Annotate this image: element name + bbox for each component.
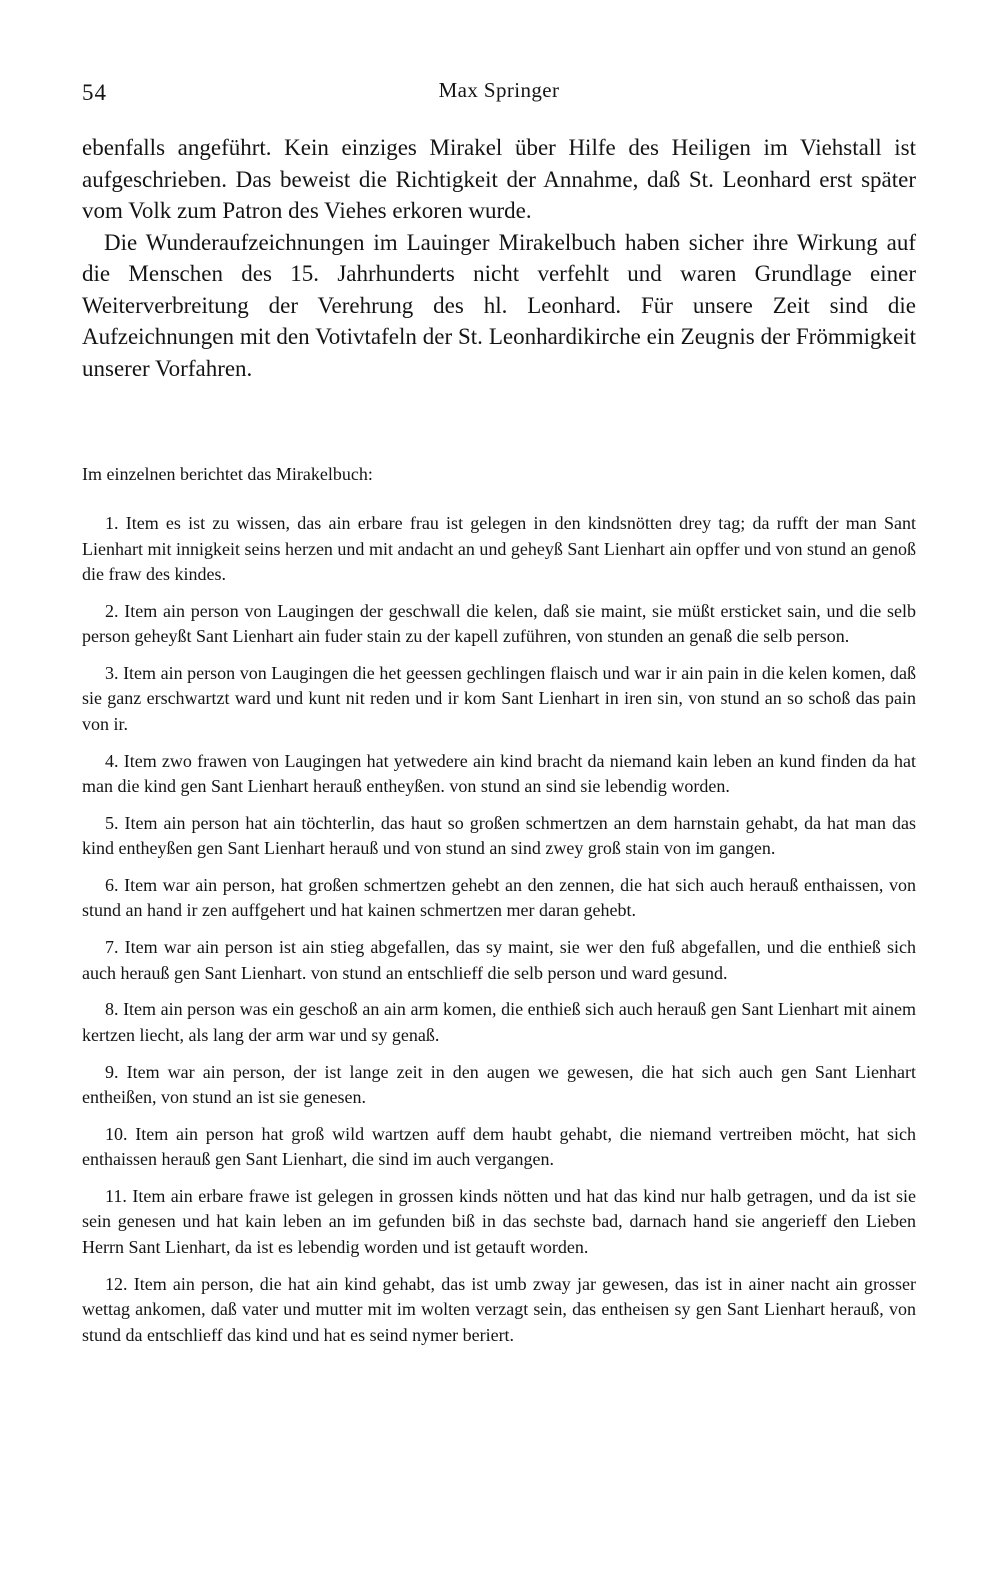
book-page [82, 78, 916, 1518]
miracle-entry [82, 1060, 916, 1111]
miracle-text: Item ain person, die hat ain kind gehabt, das ist umb zway jar gewesen, das ist in ainer nacht ain grosser wettag ankomen, daß vater und mutter mit im wolten verzagt sein, das entheisen sy gen Sant Lienhart herauß, von stund da entschlieff das kind und hat es seind nymer beriert. [82, 1273, 916, 1345]
page-number: 54 [82, 80, 107, 105]
running-head: Max Springer [438, 78, 560, 102]
miracle-entry [82, 599, 916, 650]
miracle-entry [82, 935, 916, 986]
miracle-text: Item war ain person ist ain stieg abgefallen, das sy maint, sie wer den fuß abgefallen, und die enthieß sich auch herauß gen Sant Lienhart. von stund an entschlieff die selb person und ward gesund. [82, 937, 917, 983]
miracle-number: 10. [105, 1123, 128, 1144]
miracle-number: 4. [105, 750, 119, 771]
intro-text [82, 132, 916, 384]
miracle-entry [82, 661, 916, 738]
miracle-number: 1. [105, 513, 119, 533]
miracle-text: Item war ain person, hat großen schmertzen gehebt an den zennen, die hat sich auch herauß enthaissen, von stund an hand ir zen auffgehert und hat kainen schmertzen mer daran gehebt. [82, 874, 916, 921]
miracle-entry [82, 873, 916, 924]
miracle-entry [82, 997, 916, 1048]
miracle-text: Item ain person von Laugingen der geschwall die kelen, daß sie maint, sie müßt ersticket sain, und die selb person geheyßt Sant Lienhart ain fuder stain zu der kapell zuführen, von stunden an genaß die selb person. [82, 600, 916, 647]
miracle-entry [82, 811, 916, 862]
miracle-number: 9. [105, 1061, 119, 1082]
miracle-text: Item ain person hat groß wild wartzen auff dem haubt gehabt, die niemand vertreiben möcht, hat sich enthaissen herauß gen Sant Lienhart, die sind im auch vergangen. [82, 1123, 917, 1170]
miracle-text: Item zwo frawen von Laugingen hat yetwedere ain kind bracht da niemand kain leben an kund finden da hat man die kind gen Sant Lienhart herauß entheyßen. von stund an sind sie lebendig worden. [82, 750, 916, 797]
miracle-text: Item ain person von Laugingen die het geessen gechlingen flaisch und war ir ain pain in die kelen komen, daß sie ganz erschwartzt ward und kunt nit reden und ir kom Sant Lienhart in iren sin, von stund an so schoß das pain von ir. [82, 662, 916, 734]
miracle-text: Item ain person hat ain töchterlin, das haut so großen schmertzen an dem harnstain gehabt, da hat man das kind entheyßen gen Sant Lienhart herauß und von stund an sind zwey groß stain von im gangen. [82, 812, 917, 859]
miracle-number: 5. [105, 812, 119, 833]
miracle-number: 8. [105, 999, 119, 1020]
miracle-number: 6. [105, 874, 119, 895]
miracle-number: 11. [105, 1185, 127, 1206]
miracle-text: Item ain erbare frawe ist gelegen in grossen kinds nötten und hat das kind nur halb getragen, und da ist sie sein genesen und hat kain leben an im gefunden biß in das sechste bad, darnach hand sie angerieff den Lieben Herrn Sant Lienhart, da ist es lebendig worden und ist getauft worden. [82, 1185, 917, 1257]
miracle-text: Item es ist zu wissen, das ain erbare frau ist gelegen in den kindsnötten drey tag; da rufft der man Sant Lienhart mit innigkeit seins herzen und mit andacht an und geheyß Sant Lienhart ain opffer und von stund an genoß die fraw des kindes. [82, 513, 917, 584]
miracle-entry [82, 1122, 916, 1173]
miracle-text: Item ain person was ein geschoß an ain arm komen, die enthieß sich auch herauß gen Sant Lienhart mit ainem kertzen liecht, als lang der arm war und sy genaß. [82, 999, 916, 1045]
miracle-list [82, 511, 916, 1348]
miracle-number: 12. [105, 1273, 128, 1294]
miracle-text: Item war ain person, der ist lange zeit in den augen we gewesen, die hat sich auch gen Sant Lienhart entheißen, von stund an ist sie genesen. [82, 1061, 916, 1107]
miracle-entry [82, 1184, 916, 1261]
miracle-entry [82, 511, 916, 588]
intro-paragraph: ebenfalls angeführt. Kein einziges Mirakel über Hilfe des Heiligen im Viehstall ist aufgeschrieben. Das beweist die Richtigkeit der Annahme, daß St. Leonhard erst später vom Volk zum Patron des Viehes erkoren wurde. [82, 135, 916, 223]
miracle-number: 7. [105, 937, 119, 958]
page-header [82, 78, 916, 110]
miracle-entry [82, 1272, 916, 1349]
miracle-number: 2. [105, 600, 119, 621]
miracle-number: 3. [105, 662, 119, 683]
section-title: Im einzelnen berichtet das Mirakelbuch: [82, 464, 373, 484]
miracle-entry [82, 749, 916, 800]
intro-paragraph: Die Wunderaufzeichnungen im Lauinger Mirakelbuch haben sicher ihre Wirkung auf die Menschen des 15. Jahrhunderts nicht verfehlt und waren Grundlage einer Weiterverbreitung der Verehrung des hl. Leonhard. Für unsere Zeit sind die Aufzeichnungen mit den Votivtafeln der St. Leonhardikirche ein Zeugnis der Frömmigkeit unserer Vorfahren. [82, 229, 916, 381]
